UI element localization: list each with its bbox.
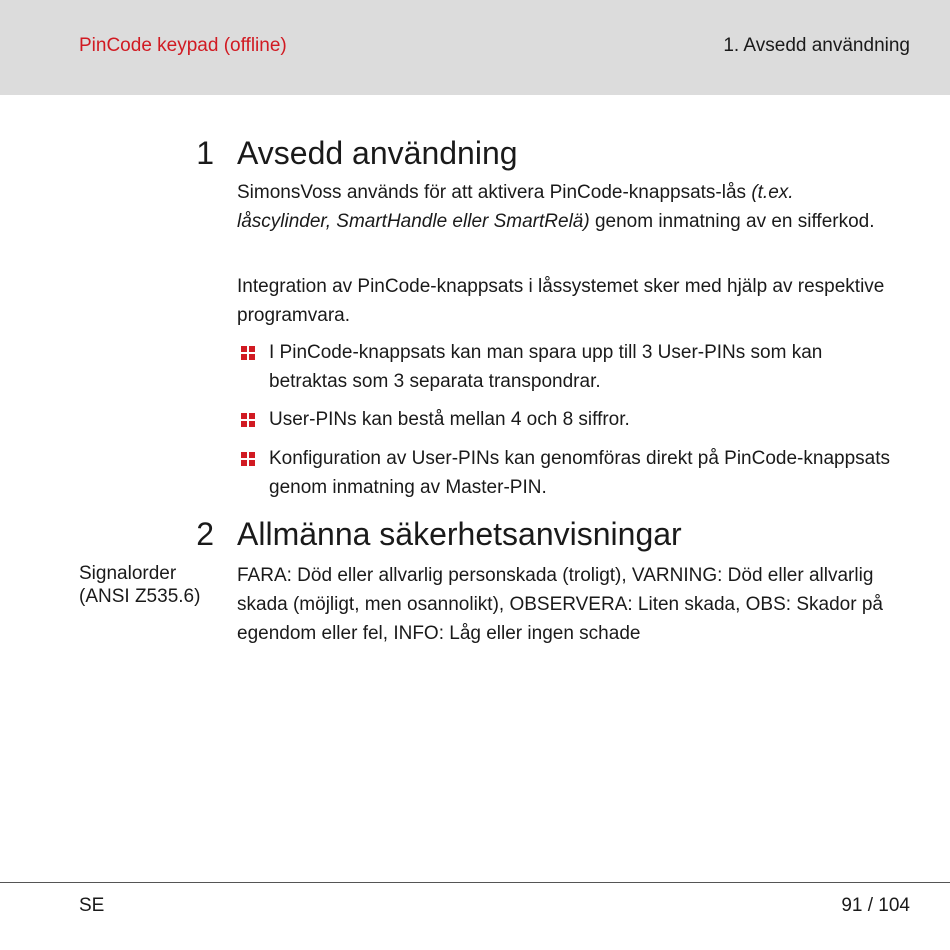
paragraph-1-end: genom inmatning av en sifferkod. xyxy=(589,211,875,232)
list-item-text: Konfiguration av User-PINs kan genomföras direkt på PinCode-knappsats genom inmatning av Master-PIN. xyxy=(269,448,890,498)
signal-words-margin-note: Signalorder (ANSI Z535.6) xyxy=(79,563,201,607)
four-squares-bullet-icon xyxy=(241,452,255,466)
list-item-text: User-PINs kan bestå mellan 4 och 8 siffror. xyxy=(269,409,630,430)
section-1-heading xyxy=(0,133,950,173)
section-2-number: 2 xyxy=(196,516,214,552)
page-header xyxy=(0,0,950,95)
section-1-paragraph-2: Integration av PinCode-knappsats i låssystemet sker med hjälp av respektive programvara. xyxy=(237,276,885,326)
section-1-paragraph-1 xyxy=(237,178,887,236)
paragraph-1-start: SimonsVoss används för att aktivera PinCode-knappsats-lås xyxy=(237,182,752,203)
section-1-title: Avsedd användning xyxy=(237,135,518,171)
list-item-text: I PinCode-knappsats kan man spara upp till 3 User-PINs som kan betraktas som 3 separata transpondrar. xyxy=(269,342,823,392)
footer-language: SE xyxy=(79,895,105,916)
page-number: 91 / 104 xyxy=(841,895,910,916)
section-2-heading xyxy=(0,514,950,554)
four-squares-bullet-icon xyxy=(241,413,255,427)
section-1-number: 1 xyxy=(196,135,214,171)
four-squares-bullet-icon xyxy=(241,346,255,360)
paragraph-1-italic: (t.ex. låscylinder, SmartHandle eller SmartRelä) xyxy=(237,182,794,232)
footer-divider xyxy=(0,882,950,883)
section-2-paragraph: FARA: Död eller allvarlig personskada (troligt), VARNING: Död eller allvarlig skada (möjligt, men osannolikt), OBSERVERA: Liten skada, OBS: Skador på egendom eller fel, INFO: Låg eller ingen schade xyxy=(237,565,883,644)
section-2-title: Allmänna säkerhetsanvisningar xyxy=(237,516,682,552)
product-name: PinCode keypad (offline) xyxy=(79,35,287,56)
chapter-title: 1. Avsedd användning xyxy=(723,35,910,56)
